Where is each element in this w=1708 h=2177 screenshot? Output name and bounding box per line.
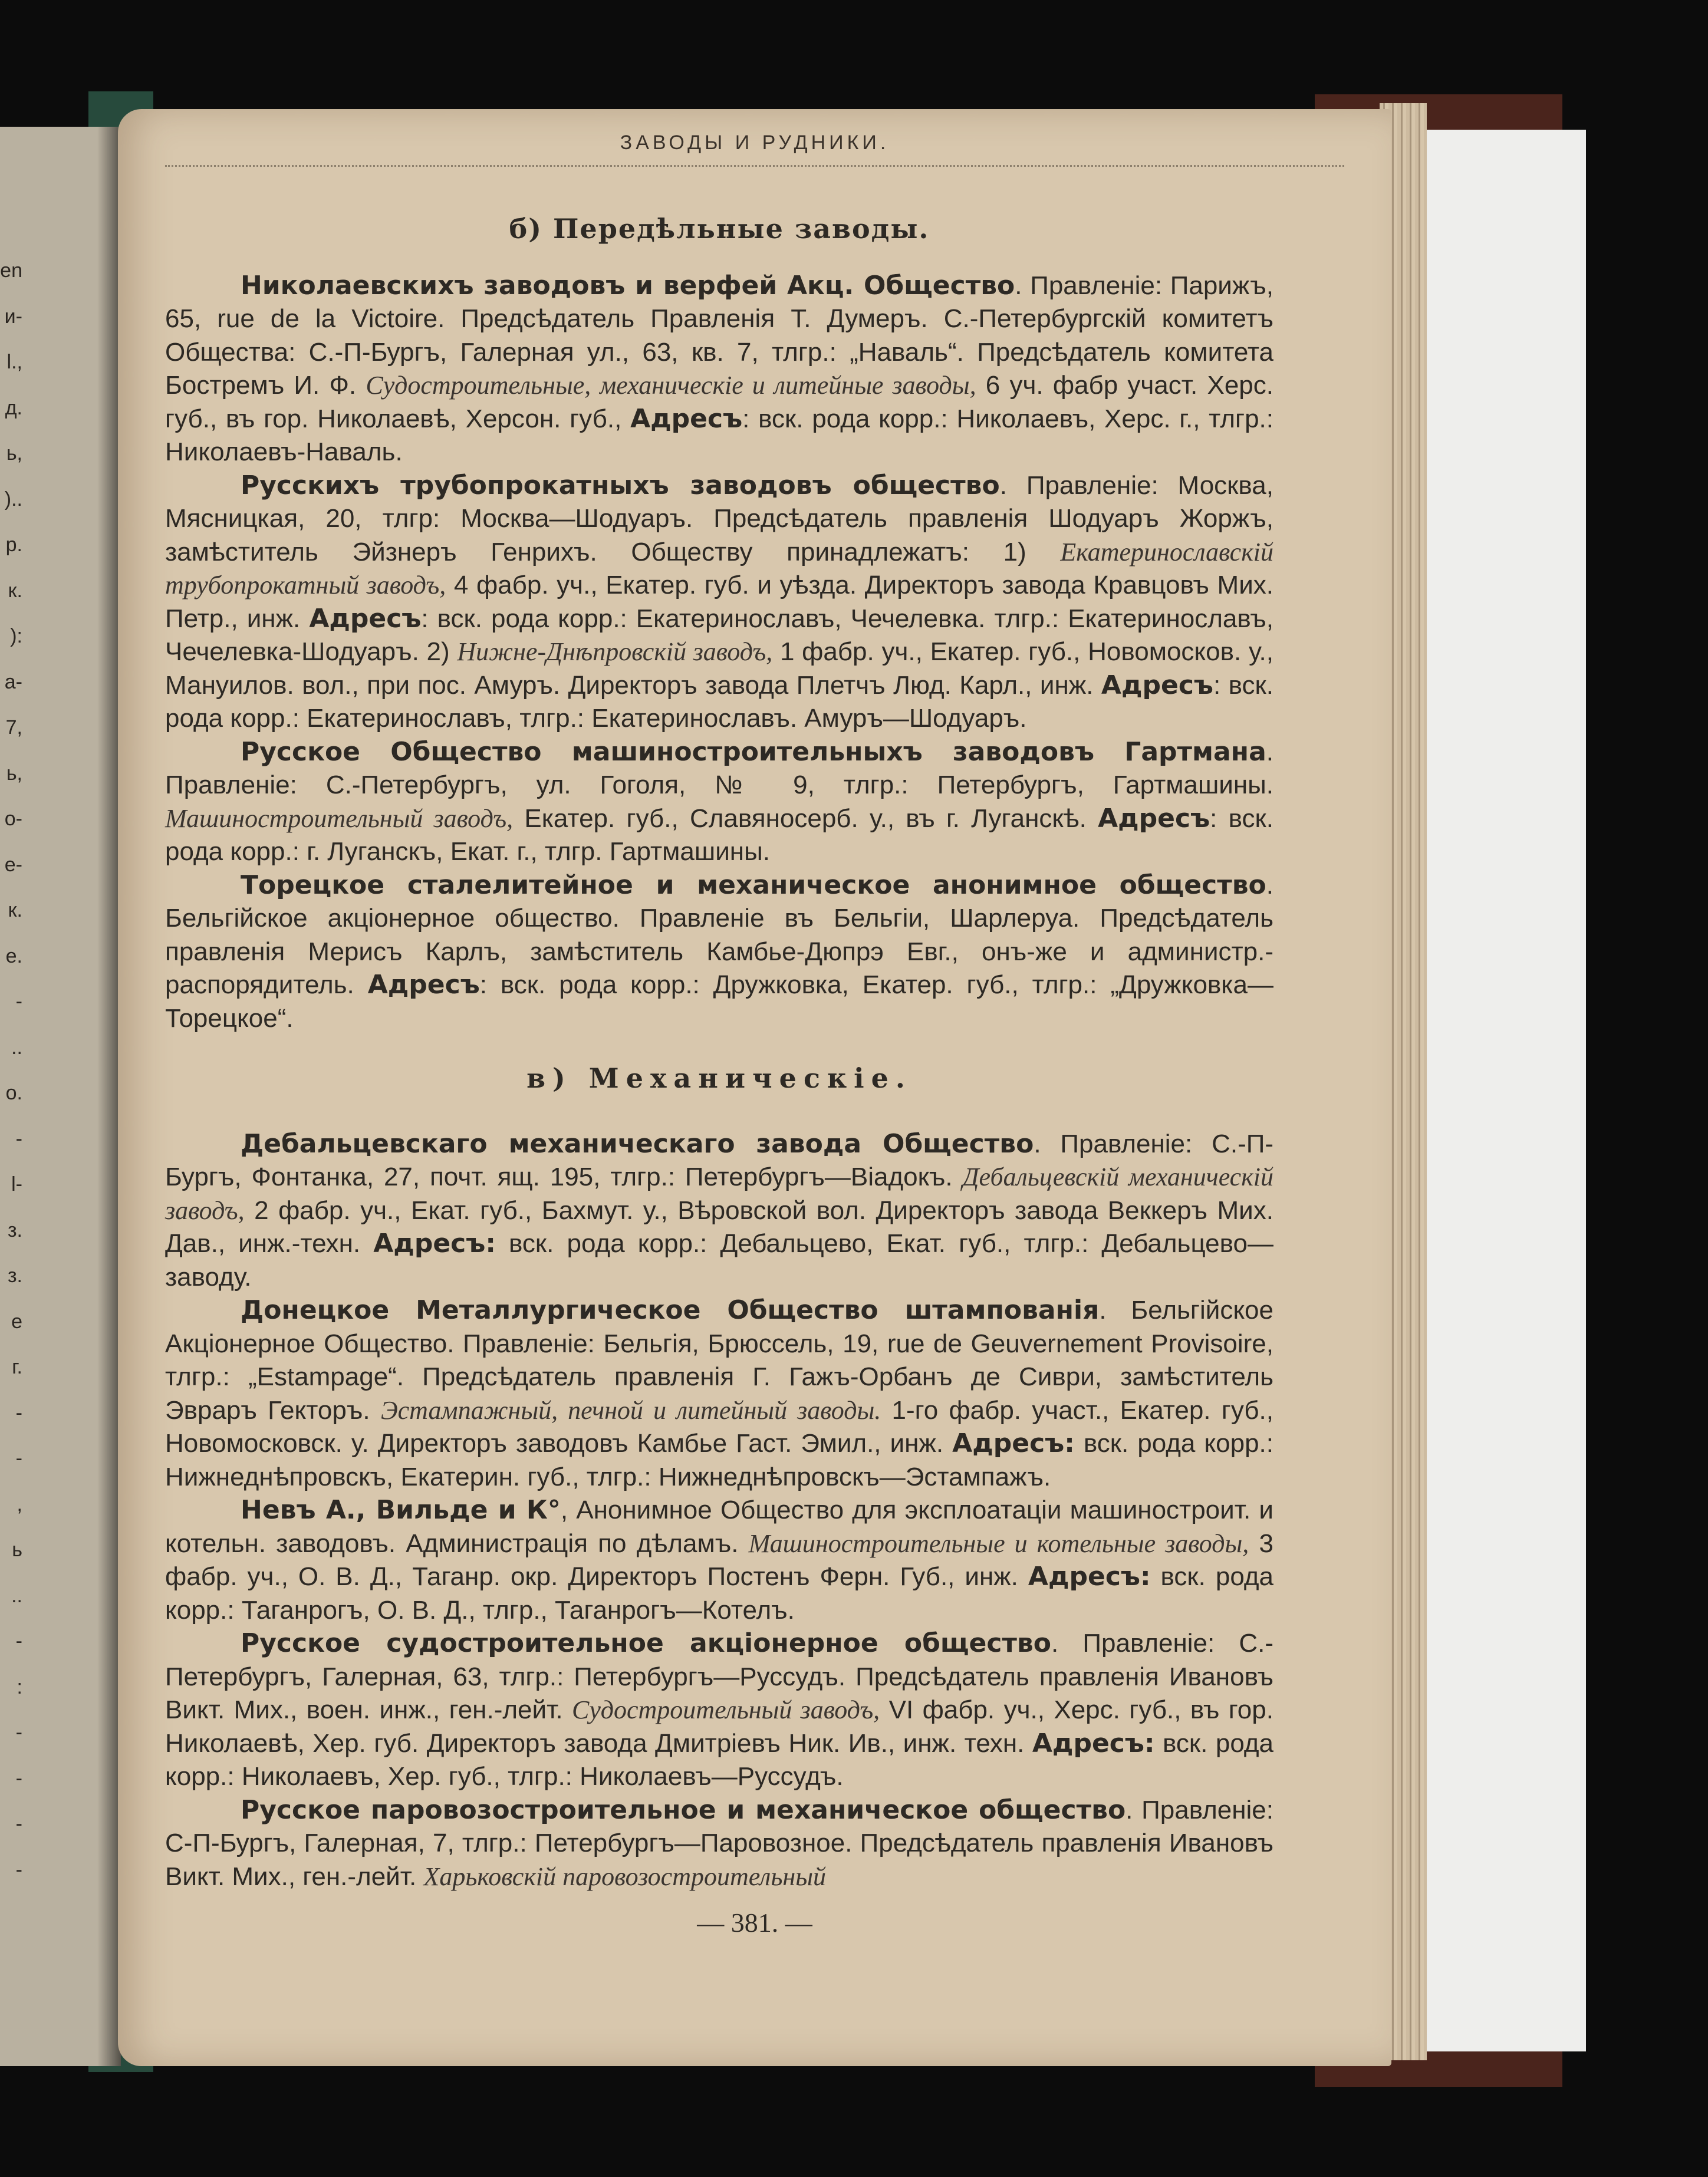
left-page-fragment: е. [5,944,22,967]
left-page-fragment: е- [4,853,22,876]
left-page-fragment: - [15,990,22,1013]
address-label: Адресъ [367,970,480,1000]
entry-russian-pipe: Русскихъ трубопрокатныхъ заводовъ общество. Правленіе: Москва, Мясницкая, 20, тлгр: Москва—Шодуаръ. Предсѣдатель правленія Шодуаръ Жоржъ, замѣститель Эйзнеръ Генрихъ. Обществу принадлежатъ: 1) Екатеринославскій трубопрокатный заводъ, 4 фабр. уч., Екатер. губ. и уѣзда. Директоръ завода Кравцовъ Мих. Петр., инж. Адресъ: вск. рода корр.: Екатеринославъ, Чечелевка. тлгр.: Екатеринославъ, Чечелевка-Шодуаръ. 2) Нижне-Днѣпровскій заводъ, 1 фабр. уч., Екатер. губ., Новомосков. у., Мануилов. вол., при пос. Амуръ. Директоръ завода Плетчъ Люд. Карл., инж. Адресъ: вск. рода корр.: Екатеринославъ, тлгр.: Екатеринославъ. Амуръ—Шодуаръ. [165,470,1274,733]
entry-name: Торецкое сталелитейное и механическое анонимное общество [241,870,1266,900]
left-page-fragment: - [15,1630,22,1652]
entry-russian-shipbuilding: Русское судостроительное акціонерное общество. Правленіе: С.-Петербургъ, Галерная, 63, тлгр.: Петербургъ—Руссудъ. Предсѣдатель правленія Ивановъ Викт. Мих., воен. инж., ген.-лейт. Судостроительный заводъ, VI фабр. уч., Херс. губ., въ гор. Николаевѣ, Хер. губ. Директоръ завода Дмитріевъ Ник. Ив., инж. техн. Адресъ: вск. рода корр.: Николаевъ, Хер. губ., тлгр.: Николаевъ—Руссудъ. [165,1628,1273,1791]
left-page-fragment: к. [8,579,22,602]
page-body [165,189,1273,1893]
entry-name: Русское паровозостроительное и механическое общество [241,1794,1126,1825]
entry-debaltsevo: Дебальцевскаго механическаго завода Общество. Правленіе: С.-П-Бургъ, Фонтанка, 27, почт. ящ. 195, тлгр.: Петербургъ—Віадокъ. Дебальцевскій механическій заводъ, 2 фабр. уч., Екат. губ., Бахмут. у., Вѣровской вол. Директоръ завода Веккеръ Мих. Дав., инж.-техн. Адресъ: вск. рода корр.: Дебальцево, Екат. губ., тлгр.: Дебальцево—заводу. [165,1128,1274,1292]
left-page-fragment: : [17,1675,22,1698]
left-page-fragment: en [0,259,22,282]
left-page-fragment: а- [4,670,22,693]
left-page-fragment: l- [11,1173,22,1195]
left-page-fragment: р. [5,533,22,556]
left-page-fragment: ).. [4,488,22,511]
left-page-fragment: .. [11,1036,22,1059]
address-label: Адресъ [1101,670,1213,700]
left-page-fragment: - [15,1813,22,1835]
left-page-fragment: ): [10,625,22,647]
address-label: Адресъ: [952,1428,1075,1458]
entry-name: Донецкое Металлургическое Общество штампованія [241,1295,1100,1325]
entry-donetsk-stamping: Донецкое Металлургическое Общество штампованія. Бельгійское Акціонерное Общество. Правленіе: Бельгія, Брюссель, 19, rue de Geuvernement Provisoire, тлгр.: „Estampage“. Предсѣдатель правленія Г. Гажъ-Орбанъ де Сиври, замѣститель Эвраръ Гекторъ. Эстампажный, печной и литейный заводы. 1-го фабр. участ., Екатер. губ., Новомосковск. у. Директоръ заводовъ Камбье Гаст. Эмил., инж. Адресъ: вск. рода корр.: Нижнеднѣпровскъ, Екатерин. губ., тлгр.: Нижнеднѣпровскъ—Эстампажъ. [165,1295,1273,1491]
left-page-fragment: з. [7,1264,22,1287]
address-label: Адресъ: [1032,1728,1155,1758]
left-page-fragment: з. [7,1218,22,1241]
left-page-fragment: , [17,1493,22,1516]
header-rule [165,165,1344,167]
left-page-fragment: о. [5,1082,22,1104]
address-label: Адресъ: [373,1229,496,1259]
entry-name: Невъ А., Вильде и К° [241,1495,561,1525]
entry-nikolaev: Николаевскихъ заводовъ и верфей Акц. Общество. Правленіе: Парижъ, 65, rue de la Victoire. Предсѣдатель Правленія Т. Думеръ. С.-Петербургскій комитетъ Общества: С.-П-Бургъ, Галерная ул., 63, кв. 7, тлгр.: „Наваль“. Предсѣдатель комитета Бостремъ И. Ф. Судостроительные, механическіе и литейные заводы, 6 уч. фабр участ. Херс. губ., въ гор. Николаевѣ, Херсон. губ., Адресъ: вск. рода корр.: Николаевъ, Херс. г., тлгр.: Николаевъ-Наваль. [165,270,1273,466]
running-head: ЗАВОДЫ И РУДНИКИ. [620,131,890,154]
entry-name: Русскихъ трубопрокатныхъ заводовъ общество [241,470,1000,500]
left-page-fragment: 7, [5,716,22,739]
white-sheet [1427,130,1586,2051]
left-page-fragment: г. [12,1356,22,1378]
left-page-fragment: д. [5,396,22,419]
left-page-fragment: и- [4,305,22,328]
address-label: Адресъ: [1028,1562,1151,1592]
section-heading: б) Передѣльные заводы. [509,213,930,245]
left-page-fragment: .. [11,1584,22,1607]
left-page-fragment: l., [6,351,22,373]
entry-name: Русское судостроительное акціонерное общество [241,1628,1052,1658]
entry-russian-locomotive: Русское паровозостроительное и механическое общество. Правленіе: С-П-Бургъ, Галерная, 7, тлгр.: Петербургъ—Паровозное. Предсѣдатель правленія Ивановъ Викт. Мих., ген.-лейт. Харьковскій паровозостроительный [165,1794,1273,1891]
entry-nev-vilde: Невъ А., Вильде и К°, Анонимное Общество для эксплоатаціи машиностроит. и котельн. заводовъ. Администрація по дѣламъ. Машиностроительные и котельные заводы, 3 фабр. уч., О. В. Д., Таганр. окр. Директоръ Постенъ Ферн. Губ., инж. Адресъ: вск. рода корр.: Таганрогъ, О. В. Д., тлгр., Таганрогъ—Котелъ. [165,1495,1273,1625]
left-page-fragment: - [15,1447,22,1470]
entry-name: Николаевскихъ заводовъ и верфей Акц. Общество [241,270,1015,301]
left-page-fragment: - [15,1127,22,1150]
left-page-fragment: - [15,1767,22,1790]
entry-name: Дебальцевскаго механическаго завода Общество [241,1128,1034,1159]
left-page-fragment: ь, [6,762,22,785]
entry-name: Русское Общество машиностроительныхъ заводовъ Гартмана [241,736,1266,767]
address-label: Адресъ [309,603,422,634]
section-heading: в) Механическіе. [526,1062,912,1094]
left-page-fragment: ь, [6,442,22,465]
left-page-fragment: - [15,1721,22,1744]
address-label: Адресъ [1098,803,1210,834]
left-page-fragment: к. [8,899,22,921]
left-page-fragment: ь [12,1539,22,1561]
left-page-fragment: - [15,1858,22,1881]
entry-toretsk: Торецкое сталелитейное и механическое анонимное общество. Бельгійское акціонерное общество. Правленіе въ Бельгіи, Шарлеруа. Предсѣдатель правленія Мерисъ Карлъ, замѣститель Камбье-Дюпрэ Евг., онъ-же и администр.-распорядитель. Адресъ: вск. рода корр.: Дружковка, Екатер. губ., тлгр.: „Дружковка—Торецкое“. [165,870,1273,1033]
left-page-fragment: - [15,1401,22,1424]
page-number: — 381. — [697,1908,812,1938]
book-page [118,109,1391,2066]
entry-hartmann: Русское Общество машиностроительныхъ заводовъ Гартмана. Правленіе: С.-Петербургъ, ул. Гоголя, № 9, тлгр.: Петербургъ, Гартмашины. Машиностроительный заводъ, Екатер. губ., Славяносерб. у., въ г. Луганскѣ. Адресъ: вск. рода корр.: г. Луганскъ, Екат. г., тлгр. Гартмашины. [165,736,1273,866]
left-page-fragment: e [11,1310,22,1333]
left-page-fragment: о- [4,808,22,830]
address-label: Адресъ [630,403,743,434]
